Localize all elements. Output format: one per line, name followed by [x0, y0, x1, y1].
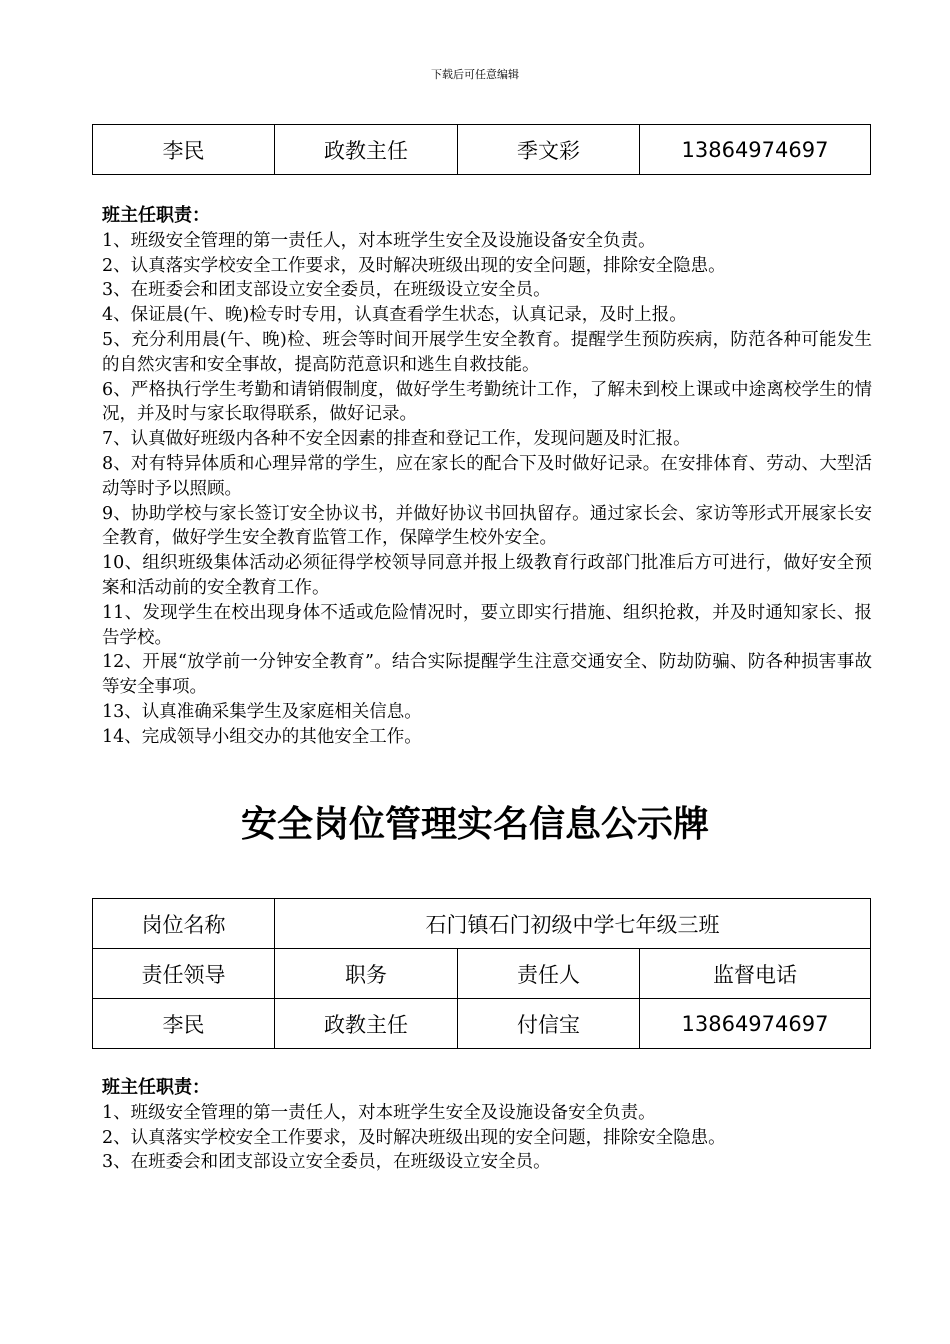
duty-item: 1、班级安全管理的第一责任人，对本班学生安全及设施设备安全负责。 [102, 230, 656, 251]
column-header: 责任人 [458, 949, 640, 999]
duties-section-2 [102, 1076, 872, 1175]
person-cell: 季文彩 [458, 125, 640, 175]
column-header: 监督电话 [640, 949, 871, 999]
table-row [93, 125, 871, 175]
responsibility-table-top [92, 124, 871, 175]
duty-item: 1、班级安全管理的第一责任人，对本班学生安全及设施设备安全负责。 [102, 1102, 656, 1123]
duty-item: 7、认真做好班级内各种不安全因素的排查和登记工作，发现问题及时汇报。 [102, 429, 691, 450]
page-title: 安全岗位管理实名信息公示牌 [240, 804, 709, 845]
column-header: 职务 [275, 949, 458, 999]
table-row [93, 999, 871, 1049]
duty-item: 14、完成领导小组交办的其他安全工作。 [102, 726, 422, 747]
duty-item: 11、发现学生在校出现身体不适或危险情况时，要立即实行措施、组织抢救，并及时通知家长、报告学校。 [102, 602, 872, 648]
position-cell: 政教主任 [275, 999, 458, 1049]
table-header-row [93, 949, 871, 999]
duties-section-1 [102, 204, 872, 750]
phone-cell: 13864974697 [640, 125, 871, 175]
duties-heading: 班主任职责： [102, 205, 210, 226]
leader-cell: 李民 [93, 999, 275, 1049]
phone-cell: 13864974697 [640, 999, 871, 1049]
duty-item: 2、认真落实学校安全工作要求，及时解决班级出现的安全问题，排除安全隐患。 [102, 1127, 726, 1148]
duty-item: 5、充分利用晨(午、晚)检、班会等时间开展学生安全教育。提醒学生预防疾病，防范各种可能发生的自然灾害和安全事故，提高防范意识和逃生自救技能。 [102, 329, 872, 375]
duty-item: 3、在班委会和团支部设立安全委员，在班级设立安全员。 [102, 1152, 551, 1173]
post-name-label: 岗位名称 [93, 899, 275, 949]
duty-item: 10、组织班级集体活动必须征得学校领导同意并报上级教育行政部门批准后方可进行，做好安全预案和活动前的安全教育工作。 [102, 553, 872, 598]
duty-item: 4、保证晨(午、晚)检专时专用，认真查看学生状态，认真记录，及时上报。 [102, 305, 687, 326]
duty-item: 6、严格执行学生考勤和请销假制度，做好学生考勤统计工作，了解未到校上课或中途离校学生的情况，并及时与家长取得联系，做好记录。 [102, 379, 872, 425]
duty-item: 2、认真落实学校安全工作要求，及时解决班级出现的安全问题，排除安全隐患。 [102, 255, 726, 276]
person-cell: 付信宝 [458, 999, 640, 1049]
leader-cell: 李民 [93, 125, 275, 175]
responsibility-table [92, 898, 871, 1049]
duty-item: 8、对有特异体质和心理异常的学生，应在家长的配合下及时做好记录。在安排体育、劳动、大型活动等时予以照顾。 [102, 453, 872, 499]
position-cell: 政教主任 [275, 125, 458, 175]
post-name-value: 石门镇石门初级中学七年级三班 [275, 899, 871, 949]
table-row [93, 899, 871, 949]
duty-item: 12、开展“放学前一分钟安全教育”。结合实际提醒学生注意交通安全、防劫防骗、防各种损害事故等安全事项。 [102, 652, 872, 698]
page-header-note: 下载后可任意编辑 [431, 68, 519, 81]
duty-item: 13、认真准确采集学生及家庭相关信息。 [102, 701, 422, 722]
column-header: 责任领导 [93, 949, 275, 999]
duty-item: 9、协助学校与家长签订安全协议书，并做好协议书回执留存。通过家长会、家访等形式开展家长安全教育，做好学生安全教育监管工作，保障学生校外安全。 [102, 503, 872, 549]
duties-heading: 班主任职责： [102, 1077, 210, 1098]
duty-item: 3、在班委会和团支部设立安全委员，在班级设立安全员。 [102, 280, 551, 301]
